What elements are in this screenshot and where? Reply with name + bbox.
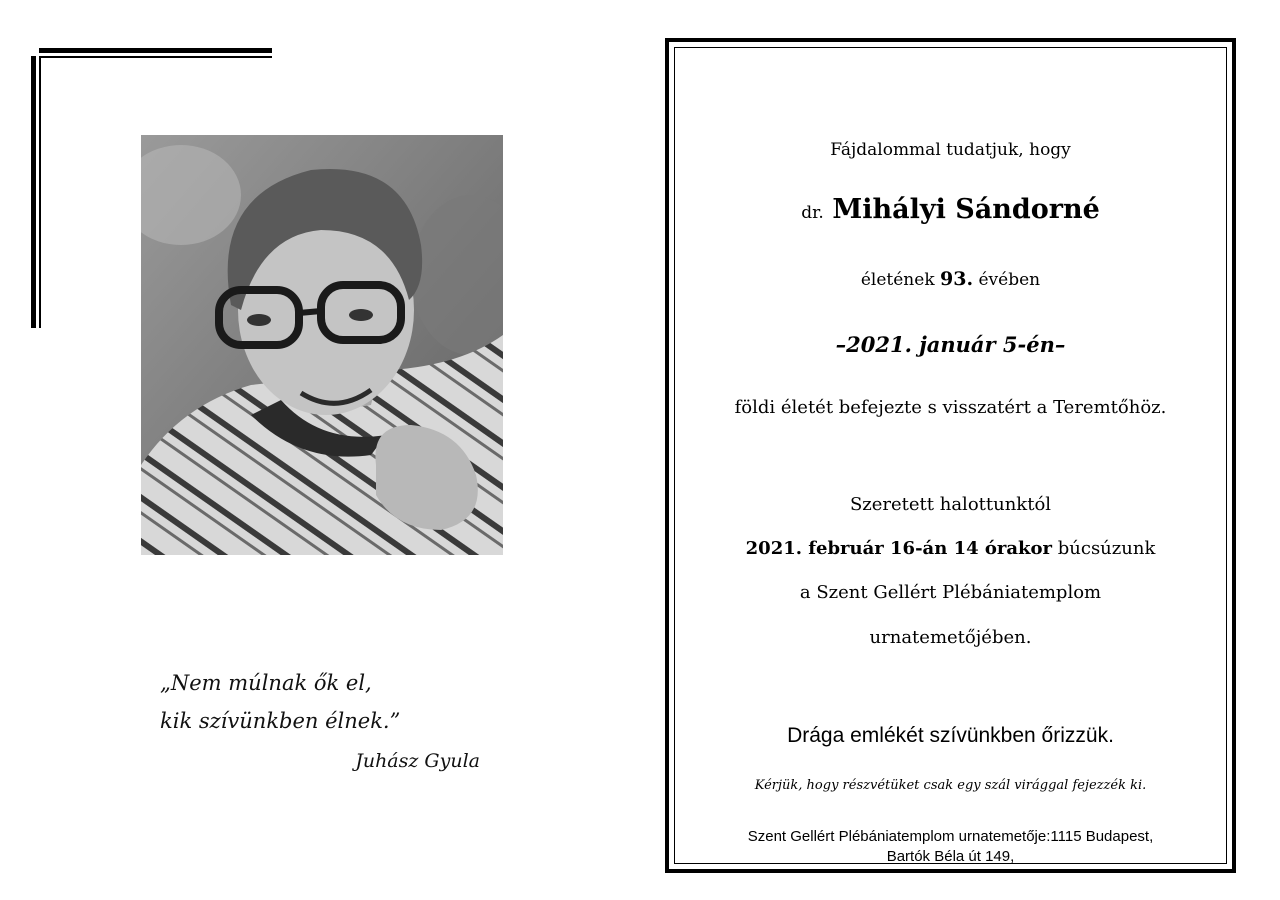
quote-line-1: „Nem múlnak ők el, <box>160 671 372 695</box>
portrait-photo <box>141 135 503 555</box>
farewell-time: 2021. február 16-án 14 órakor <box>745 538 1053 559</box>
address-line-2: Bartók Béla út 149, <box>886 848 1015 865</box>
name-prefix: dr. <box>801 203 824 223</box>
farewell-line-1: Szeretett halottunktól <box>849 494 1052 515</box>
farewell-place: a Szent Gellért Plébániatemplom <box>799 582 1102 603</box>
quote-author: Juhász Gyula <box>355 750 480 772</box>
corner-left-thin-line <box>39 56 41 328</box>
memorial-quote <box>160 664 520 780</box>
memorial-card <box>665 38 1236 873</box>
memory-text: Drága emlékét szívünkben őrizzük. <box>787 724 1114 747</box>
passed-away-text: földi életét befejezte s visszatért a Teremtőhöz. <box>734 397 1167 418</box>
farewell-line-2 <box>669 538 1232 559</box>
farewell-verb: búcsúzunk <box>1057 538 1156 559</box>
quote-line-2: kik szívünkben élnek.” <box>160 709 401 733</box>
age-number: 93. <box>940 268 974 290</box>
portrait-illustration <box>141 135 503 555</box>
deceased-name: Mihályi Sándorné <box>832 194 1100 225</box>
address-line-1: Szent Gellért Plébániatemplom urnatemetője:1115 Budapest, <box>747 828 1154 845</box>
farewell-location: urnatemetőjében. <box>869 627 1032 648</box>
deceased-name-line <box>669 194 1232 225</box>
corner-left-thick-line <box>31 56 36 328</box>
death-date: –2021. január 5-én– <box>835 332 1066 357</box>
age-line <box>669 268 1232 290</box>
age-after: évében <box>978 270 1041 290</box>
flower-request-text: Kérjük, hogy részvétüket csak egy szál virággal fejezzék ki. <box>754 778 1147 793</box>
age-before: életének <box>860 270 935 290</box>
corner-top-thick-line <box>39 48 272 53</box>
corner-top-thin-line <box>39 56 272 58</box>
intro-text: Fájdalommal tudatjuk, hogy <box>830 140 1071 160</box>
